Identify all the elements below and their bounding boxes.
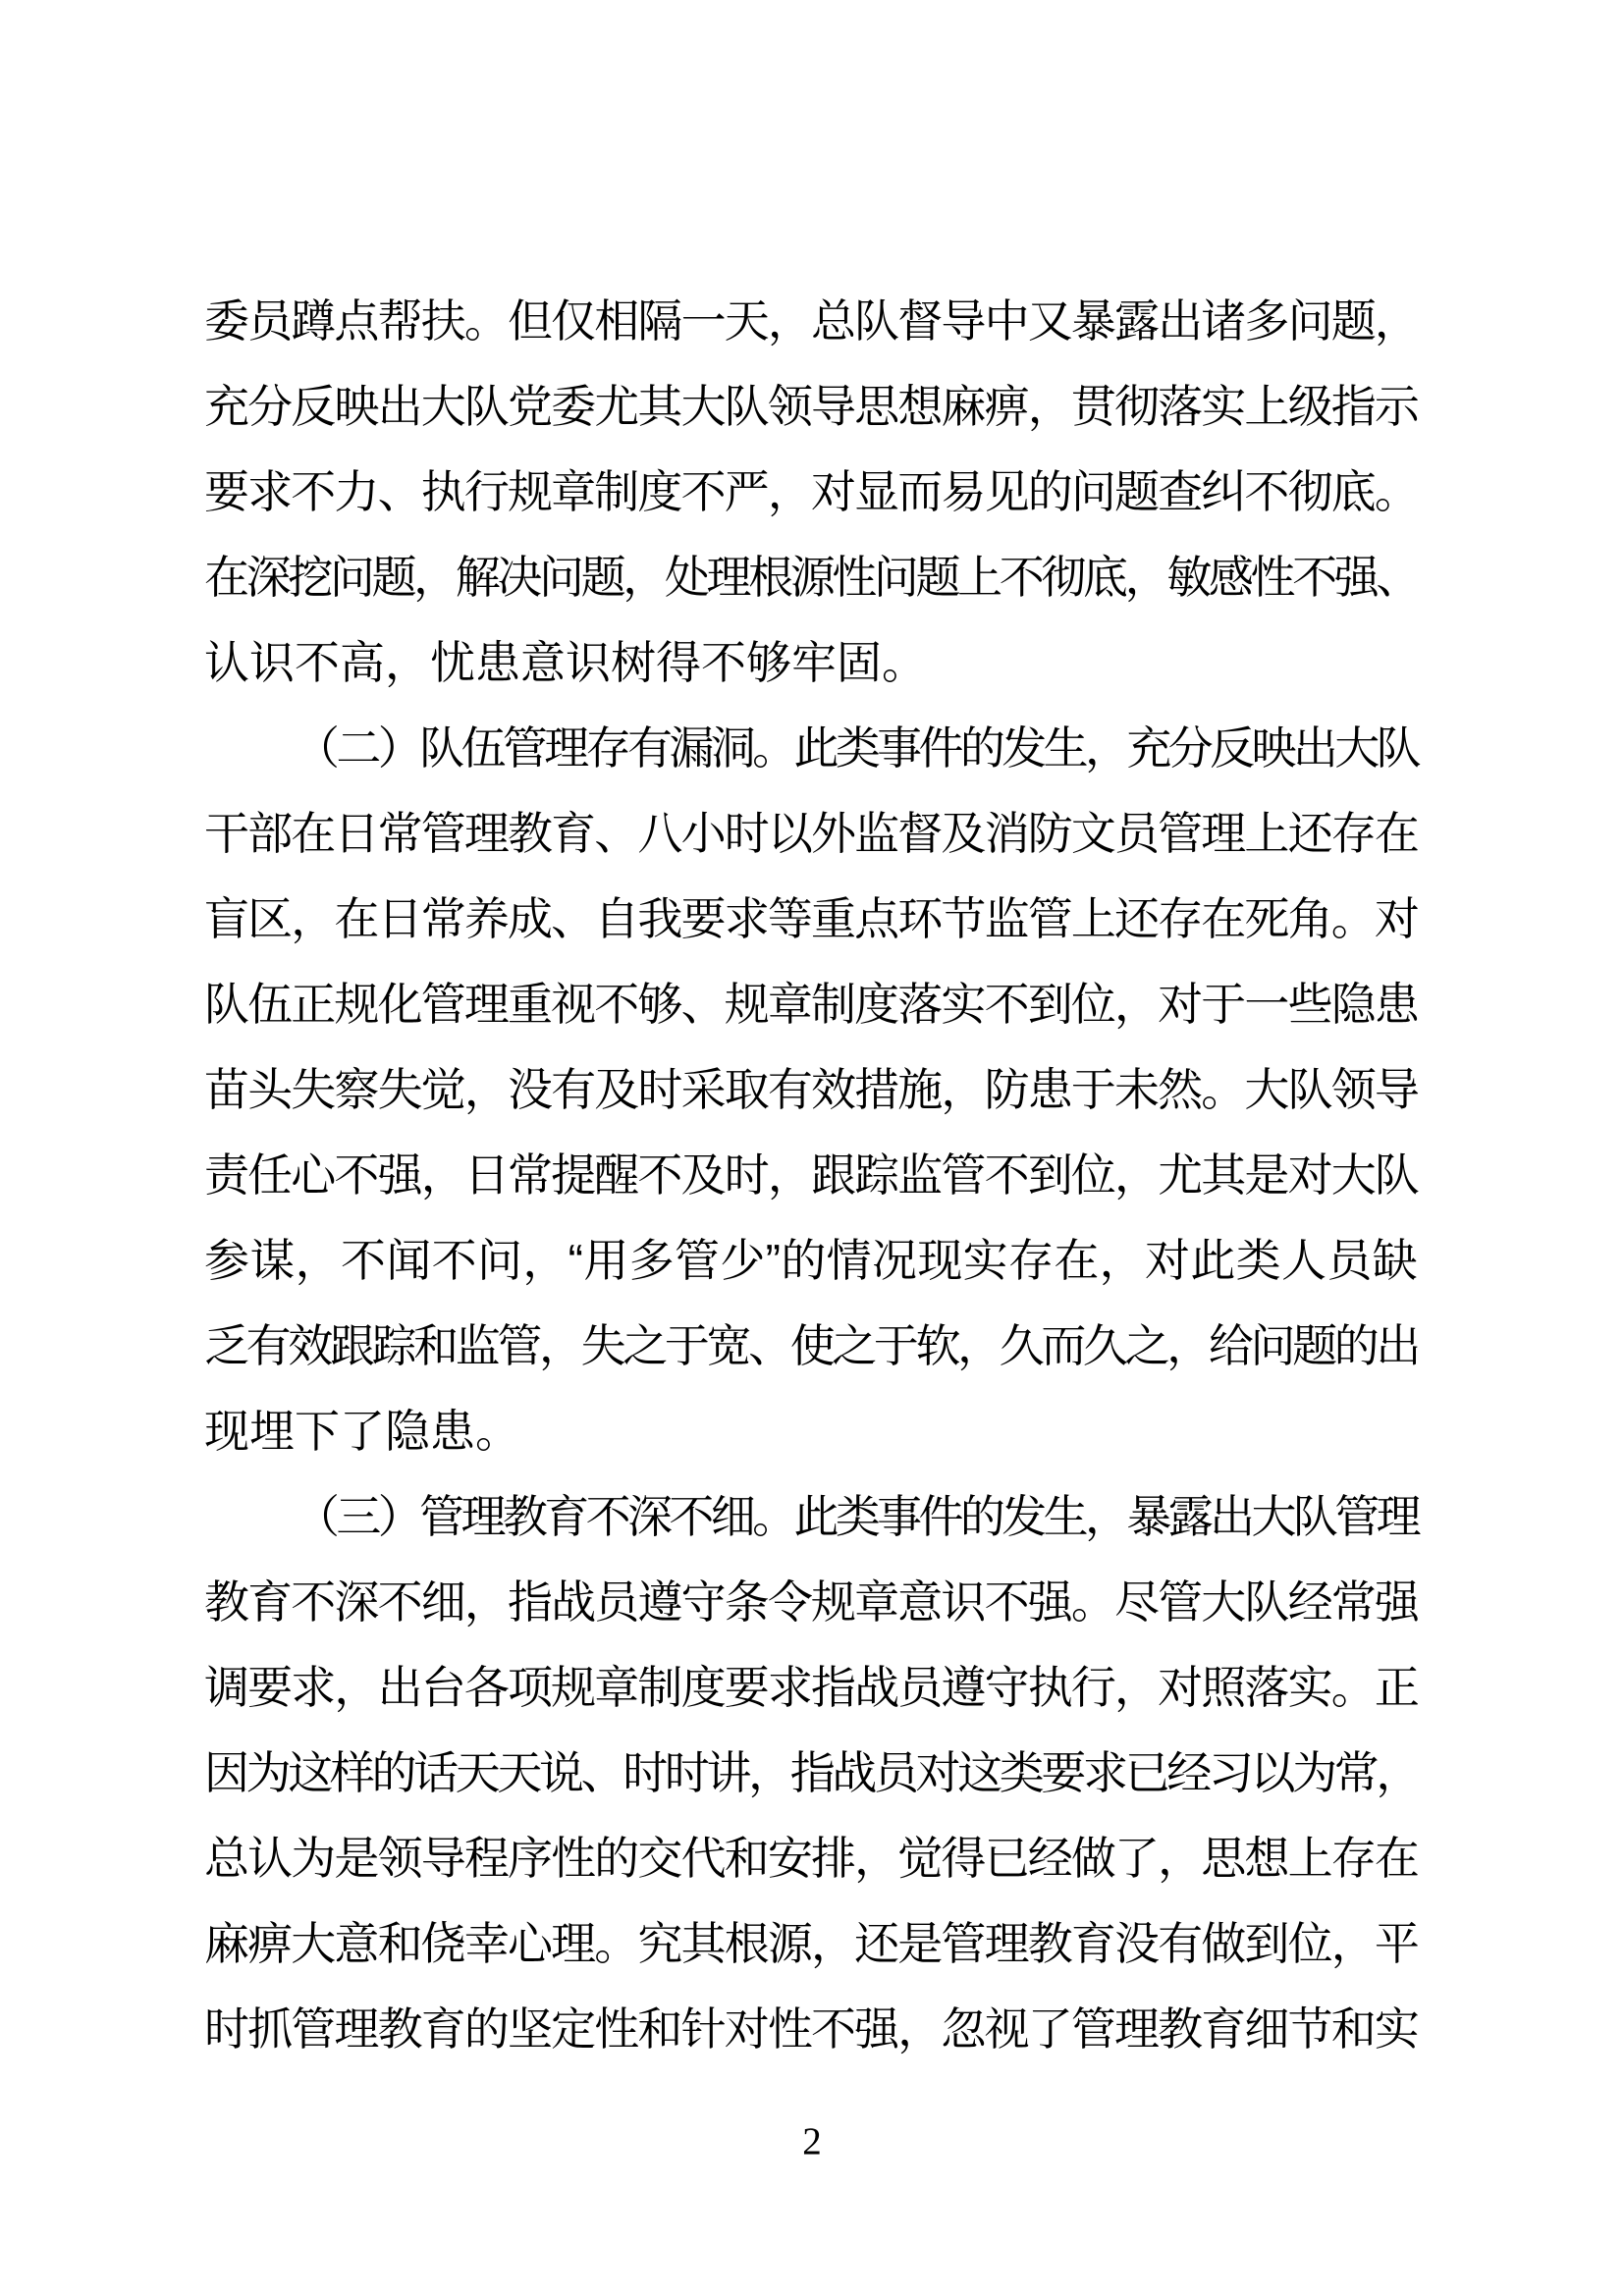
text-line-content: 现埋下了隐患。	[204, 1406, 520, 1457]
text-line-content: 充分反映出大队党委尤其大队领导思想麻痹，贯彻落实上级指示	[204, 381, 1419, 432]
text-line	[204, 1987, 1418, 2072]
text-line-content: 麻痹大意和侥幸心理。究其根源，还是管理教育没有做到位，平	[204, 1918, 1419, 1969]
text-line-content: 责任心不强，日常提醒不及时，跟踪监管不到位，尤其是对大队	[204, 1149, 1419, 1201]
text-line-content: 乏有效跟踪和监管，失之于宽、使之于软，久而久之，给问题的出	[204, 1320, 1419, 1371]
text-line-content: 盲区，在日常养成、自我要求等重点环节监管上还存在死角。对	[204, 893, 1419, 944]
text-line-content: 因为这样的话天天说、时时讲，指战员对这类要求已经习以为常，	[204, 1747, 1419, 1798]
text-line	[204, 877, 1418, 962]
text-line-content: 参谋，不闻不问，“用多管少”的情况现实存在，对此类人员缺	[204, 1235, 1418, 1286]
text-line	[204, 1389, 1418, 1474]
text-line-content: 调要求，出台各项规章制度要求指战员遵守执行，对照落实。正	[204, 1662, 1419, 1713]
text-line	[204, 1474, 1418, 1560]
text-line-content: 苗头失察失觉，没有及时采取有效措施，防患于未然。大队领导	[204, 1064, 1419, 1115]
text-line	[204, 1047, 1418, 1133]
text-line	[204, 1304, 1418, 1389]
body-text	[204, 279, 1418, 2072]
text-line	[204, 791, 1418, 877]
text-line	[204, 279, 1418, 364]
text-line-content: 在深挖问题，解决问题，处理根源性问题上不彻底，敏感性不强、	[204, 552, 1419, 603]
text-line	[204, 1133, 1418, 1218]
page-number: 2	[802, 2120, 822, 2163]
text-line	[204, 962, 1418, 1047]
text-line	[204, 1560, 1418, 1645]
text-line-content: （二）队伍管理存有漏洞。此类事件的发生，充分反映出大队	[295, 722, 1419, 774]
text-line-content: 要求不力、执行规章制度不严，对显而易见的问题查纠不彻底。	[204, 466, 1419, 517]
text-line-content: 队伍正规化管理重视不够、规章制度落实不到位，对于一些隐患	[204, 979, 1419, 1030]
text-line	[204, 706, 1418, 791]
text-line	[204, 1901, 1418, 1987]
text-line	[204, 364, 1418, 450]
text-line-content: 教育不深不细，指战员遵守条令规章意识不强。尽管大队经常强	[204, 1576, 1419, 1628]
text-line	[204, 620, 1418, 706]
text-line-content: 干部在日常管理教育、八小时以外监督及消防文员管理上还存在	[204, 808, 1419, 859]
text-line-content: 总认为是领导程序性的交代和安排，觉得已经做了，思想上存在	[204, 1833, 1419, 1884]
text-line	[204, 1731, 1418, 1816]
text-line-content: 时抓管理教育的坚定性和针对性不强，忽视了管理教育细节和实	[204, 2003, 1419, 2055]
text-line-content: 认识不高，忧患意识树得不够牢固。	[204, 637, 927, 688]
text-line	[204, 1816, 1418, 1901]
text-line	[204, 1645, 1418, 1731]
text-line-content: （三）管理教育不深不细。此类事件的发生，暴露出大队管理	[295, 1491, 1419, 1542]
text-line	[204, 1218, 1418, 1304]
text-line	[204, 535, 1418, 620]
text-line-content: 委员蹲点帮扶。但仅相隔一天，总队督导中又暴露出诸多问题，	[204, 295, 1419, 347]
text-line	[204, 450, 1418, 535]
